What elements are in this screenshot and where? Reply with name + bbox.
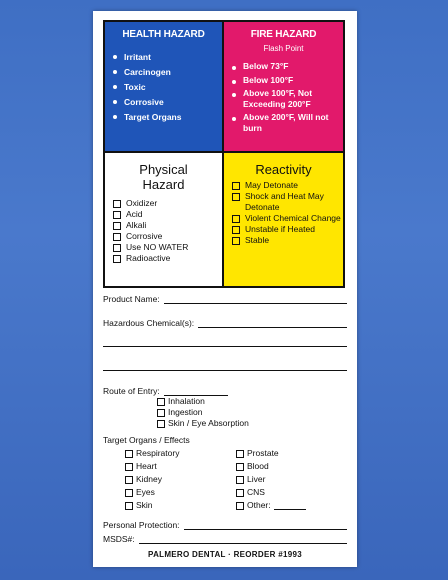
- personal-protection-field[interactable]: [184, 528, 347, 530]
- physical-hazard-title: Physical Hazard: [139, 162, 188, 192]
- list-item[interactable]: Alkali: [113, 220, 222, 231]
- target-organs-columns: [125, 447, 347, 512]
- health-hazard-title: HEALTH HAZARD: [122, 29, 205, 40]
- target-option[interactable]: Kidney: [125, 473, 236, 486]
- health-hazard-quadrant: [105, 22, 224, 153]
- reactivity-title: Reactivity: [255, 162, 312, 177]
- bullet-icon: [113, 85, 117, 89]
- hazardous-chemicals-row: [103, 318, 347, 328]
- target-organs-right-column: [236, 447, 347, 512]
- product-name-field[interactable]: [164, 302, 347, 304]
- fire-hazard-list: [224, 61, 343, 133]
- fire-hazard-subtitle: Flash Point: [263, 44, 304, 53]
- bullet-icon: [232, 117, 236, 121]
- checkbox[interactable]: [232, 215, 240, 223]
- reactivity-quadrant: [224, 153, 343, 286]
- target-organs-left-column: [125, 447, 236, 512]
- checkbox[interactable]: [113, 244, 121, 252]
- list-item: Below 73°F: [232, 61, 343, 72]
- checkbox[interactable]: [113, 222, 121, 230]
- bullet-icon: [232, 66, 236, 70]
- checkbox[interactable]: [125, 502, 133, 510]
- target-option[interactable]: Liver: [236, 473, 347, 486]
- checkbox[interactable]: [232, 237, 240, 245]
- checkbox[interactable]: [125, 489, 133, 497]
- bullet-icon: [232, 93, 236, 97]
- other-field[interactable]: [274, 501, 306, 510]
- route-option[interactable]: Inhalation: [157, 396, 249, 407]
- list-item[interactable]: Oxidizer: [113, 198, 222, 209]
- msds-field[interactable]: [139, 542, 347, 544]
- msds-label: MSDS#:: [103, 534, 135, 544]
- health-hazard-list: [105, 50, 222, 125]
- route-option[interactable]: Skin / Eye Absorption: [157, 418, 249, 429]
- physical-hazard-list: [105, 198, 222, 264]
- bullet-icon: [113, 100, 117, 104]
- fire-hazard-title: FIRE HAZARD: [250, 29, 317, 40]
- personal-protection-label: Personal Protection:: [103, 520, 180, 530]
- route-of-entry-section: [103, 386, 249, 429]
- list-item[interactable]: Shock and Heat May Detonate: [232, 191, 343, 213]
- list-item[interactable]: Violent Chemical Change: [232, 213, 343, 224]
- list-item: Irritant: [113, 50, 222, 65]
- checkbox[interactable]: [236, 476, 244, 484]
- checkbox[interactable]: [113, 200, 121, 208]
- list-item: Carcinogen: [113, 65, 222, 80]
- checkbox[interactable]: [232, 226, 240, 234]
- bullet-icon: [113, 115, 117, 119]
- list-item[interactable]: Radioactive: [113, 253, 222, 264]
- msds-row: [103, 534, 347, 544]
- checkbox[interactable]: [157, 398, 165, 406]
- list-item: Corrosive: [113, 95, 222, 110]
- checkbox[interactable]: [113, 255, 121, 263]
- list-item[interactable]: Acid: [113, 209, 222, 220]
- list-item: Above 100°F, Not Exceeding 200°F: [232, 88, 343, 109]
- hazardous-chemicals-field[interactable]: [198, 326, 347, 328]
- list-item[interactable]: Stable: [232, 235, 343, 246]
- footer-text: PALMERO DENTAL · REORDER #1993: [148, 550, 302, 559]
- list-item[interactable]: Use NO WATER: [113, 242, 222, 253]
- target-organs-label: Target Organs / Effects: [103, 435, 190, 445]
- fire-hazard-quadrant: [224, 22, 343, 153]
- route-of-entry-header: [103, 386, 249, 396]
- list-item: Above 200°F, Will not burn: [232, 112, 343, 133]
- checkbox[interactable]: [113, 233, 121, 241]
- target-option[interactable]: CNS: [236, 486, 347, 499]
- hazard-label: [93, 11, 357, 567]
- target-option[interactable]: Blood: [236, 460, 347, 473]
- checkbox[interactable]: [236, 489, 244, 497]
- checkbox[interactable]: [232, 182, 240, 190]
- checkbox[interactable]: [236, 450, 244, 458]
- hazardous-chemicals-extra-line[interactable]: [103, 370, 347, 371]
- list-item: Target Organs: [113, 110, 222, 125]
- product-name-row: [103, 294, 347, 304]
- checkbox[interactable]: [125, 463, 133, 471]
- bullet-icon: [113, 70, 117, 74]
- target-option[interactable]: Other:: [236, 499, 347, 512]
- target-option[interactable]: Prostate: [236, 447, 347, 460]
- route-option[interactable]: Ingestion: [157, 407, 249, 418]
- target-option[interactable]: Respiratory: [125, 447, 236, 460]
- target-organs-section: [103, 435, 347, 512]
- bullet-icon: [232, 80, 236, 84]
- checkbox[interactable]: [125, 476, 133, 484]
- list-item[interactable]: Unstable if Heated: [232, 224, 343, 235]
- list-item: Below 100°F: [232, 75, 343, 86]
- reactivity-list: [224, 180, 343, 246]
- product-name-label: Product Name:: [103, 294, 160, 304]
- hazard-grid: [103, 20, 345, 288]
- route-of-entry-label: Route of Entry:: [103, 386, 160, 396]
- target-option[interactable]: Eyes: [125, 486, 236, 499]
- target-option[interactable]: Heart: [125, 460, 236, 473]
- list-item: Toxic: [113, 80, 222, 95]
- checkbox[interactable]: [157, 409, 165, 417]
- hazardous-chemicals-extra-line[interactable]: [103, 346, 347, 347]
- list-item[interactable]: May Detonate: [232, 180, 343, 191]
- bullet-icon: [113, 55, 117, 59]
- physical-hazard-quadrant: [105, 153, 224, 286]
- checkbox[interactable]: [125, 450, 133, 458]
- checkbox[interactable]: [236, 463, 244, 471]
- personal-protection-row: [103, 520, 347, 530]
- target-option[interactable]: Skin: [125, 499, 236, 512]
- checkbox[interactable]: [232, 193, 240, 201]
- checkbox[interactable]: [113, 211, 121, 219]
- list-item[interactable]: Corrosive: [113, 231, 222, 242]
- hazardous-chemicals-label: Hazardous Chemical(s):: [103, 318, 195, 328]
- checkbox[interactable]: [236, 502, 244, 510]
- checkbox[interactable]: [157, 420, 165, 428]
